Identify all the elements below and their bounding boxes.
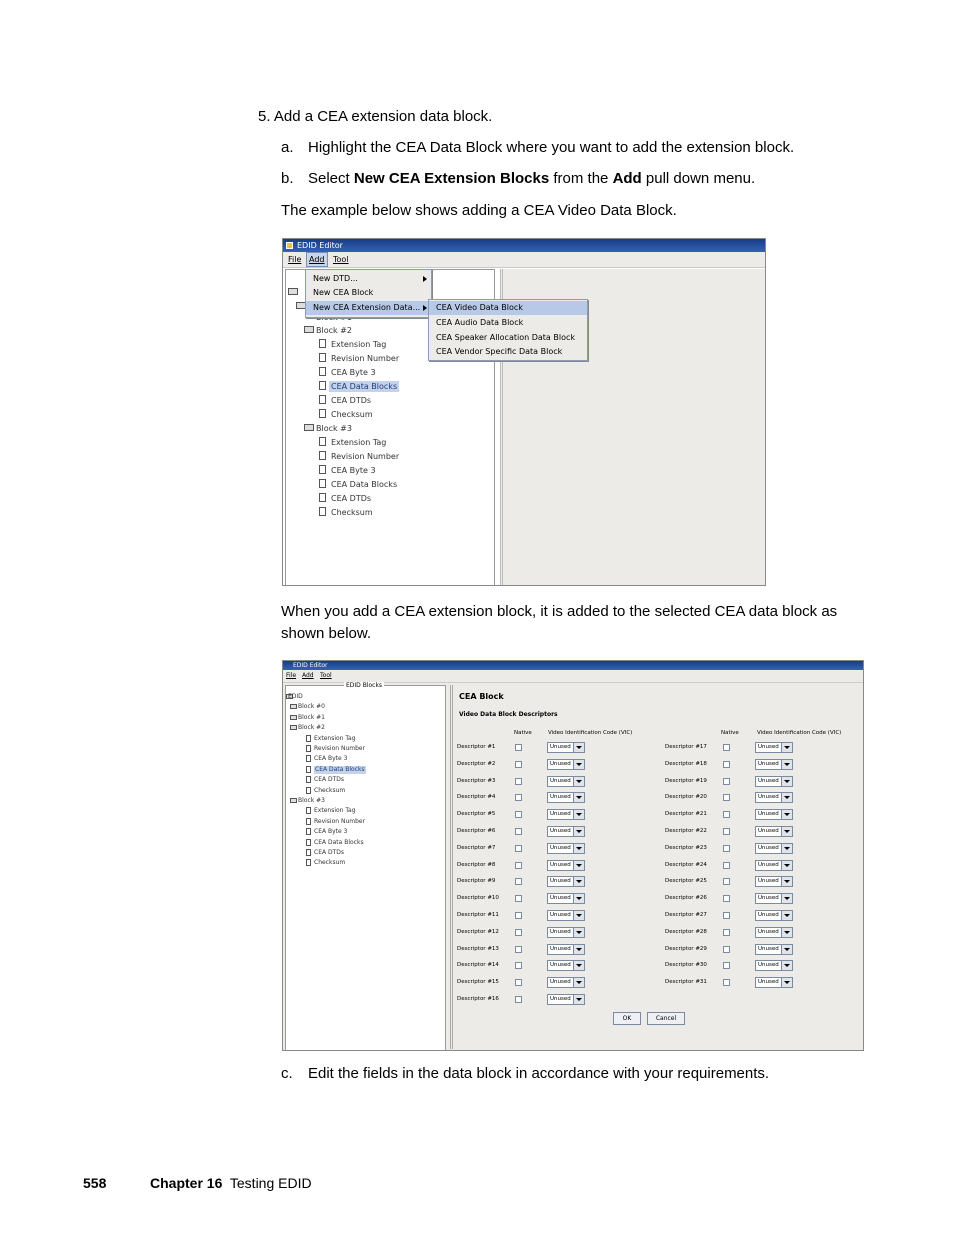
tree-item[interactable]: Extension Tag xyxy=(331,438,387,447)
cancel-button[interactable]: Cancel xyxy=(647,1012,685,1025)
native-checkbox[interactable] xyxy=(515,946,522,953)
vic-select[interactable] xyxy=(547,927,585,938)
native-checkbox[interactable] xyxy=(515,878,522,885)
chevron-down-icon[interactable] xyxy=(573,945,584,954)
vic-select[interactable] xyxy=(755,792,793,803)
native-checkbox[interactable] xyxy=(515,811,522,818)
menu-item-new-cea-block[interactable] xyxy=(306,286,431,300)
native-checkbox[interactable] xyxy=(723,912,730,919)
vic-select-value: Unused xyxy=(758,895,779,902)
chevron-down-icon[interactable] xyxy=(781,877,792,886)
tree-item[interactable]: Revision Number xyxy=(314,745,366,752)
descriptor-label: Descriptor #6 xyxy=(457,828,496,834)
tree-item[interactable]: Checksum xyxy=(314,786,346,794)
chevron-down-icon[interactable] xyxy=(781,911,792,920)
vic-select[interactable] xyxy=(547,994,585,1005)
file-icon xyxy=(306,807,311,814)
page-number: 558 xyxy=(83,1175,107,1191)
descriptor-label: Descriptor #1 xyxy=(457,744,496,750)
menu-add[interactable]: Add xyxy=(302,672,314,679)
native-checkbox[interactable] xyxy=(723,878,730,885)
descriptor-label: Descriptor #14 xyxy=(457,962,499,969)
file-icon xyxy=(319,479,326,488)
vic-select-value: Unused xyxy=(550,794,571,801)
vic-select-value: Unused xyxy=(758,777,779,784)
descriptor-label: Descriptor #22 xyxy=(665,828,707,834)
descriptor-label: Descriptor #8 xyxy=(457,861,496,868)
chevron-down-icon[interactable] xyxy=(781,777,792,786)
screenshot-add-menu xyxy=(282,238,766,586)
submenu-item-speaker[interactable]: CEA Speaker Allocation Data Block xyxy=(436,333,575,342)
tree-item[interactable]: CEA DTDs xyxy=(331,494,372,503)
step-c-text: Edit the fields in the data block in accordance with your requirements. xyxy=(308,1065,770,1082)
window-title: EDID Editor xyxy=(293,662,328,669)
native-checkbox[interactable] xyxy=(723,761,730,768)
step-b-bold-add: Add xyxy=(612,170,642,187)
vic-select-value: Unused xyxy=(550,811,571,818)
vic-select[interactable] xyxy=(547,893,585,904)
vic-select-value: Unused xyxy=(550,912,571,918)
folder-icon xyxy=(304,326,314,333)
chevron-down-icon[interactable] xyxy=(573,760,584,769)
col-vic-right: Video Identification Code (VIC) xyxy=(757,730,842,736)
folder-icon xyxy=(290,798,297,803)
step-c-marker: c. xyxy=(281,1065,293,1082)
vic-select[interactable] xyxy=(547,792,585,803)
chevron-down-icon[interactable] xyxy=(781,793,792,802)
tree-item[interactable]: CEA Data Blocks xyxy=(314,838,364,846)
descriptor-label: Descriptor #11 xyxy=(457,912,499,918)
vic-select-value: Unused xyxy=(550,844,571,851)
native-checkbox[interactable] xyxy=(723,828,730,835)
file-icon xyxy=(319,339,326,348)
folder-icon xyxy=(290,725,297,730)
menu-file[interactable]: File xyxy=(288,255,302,264)
vic-select[interactable] xyxy=(755,893,793,904)
native-checkbox[interactable] xyxy=(515,744,522,751)
chevron-down-icon[interactable] xyxy=(781,844,792,853)
native-checkbox[interactable] xyxy=(515,761,522,768)
step-b-text xyxy=(308,170,755,188)
vic-select[interactable] xyxy=(547,759,585,770)
tree-item[interactable]: CEA DTDs xyxy=(314,849,345,856)
native-checkbox[interactable] xyxy=(723,962,730,969)
file-icon xyxy=(306,818,311,825)
tree-block-2[interactable]: Block #2 xyxy=(316,326,352,335)
file-icon xyxy=(306,776,311,783)
tree-item[interactable]: CEA Byte 3 xyxy=(314,755,348,763)
step-a-text: Highlight the CEA Data Block where you want to add the extension block. xyxy=(308,139,795,156)
file-icon xyxy=(319,409,326,418)
descriptor-label: Descriptor #30 xyxy=(665,962,707,969)
file-icon xyxy=(319,395,326,404)
file-icon xyxy=(306,745,311,752)
tree-item[interactable]: CEA DTDs xyxy=(314,776,345,784)
native-checkbox[interactable] xyxy=(723,895,730,902)
native-checkbox[interactable] xyxy=(515,862,522,869)
vic-select-value: Unused xyxy=(550,962,571,969)
chevron-down-icon[interactable] xyxy=(573,877,584,886)
tree-item[interactable]: CEA Byte 3 xyxy=(331,368,376,377)
vic-select[interactable] xyxy=(547,860,585,871)
vic-select-value: Unused xyxy=(550,777,571,784)
tree-item[interactable]: Extension Tag xyxy=(314,734,356,742)
chevron-down-icon[interactable] xyxy=(781,961,792,970)
vic-select-value: Unused xyxy=(758,861,779,868)
vic-select-value: Unused xyxy=(550,878,571,885)
menu-item-new-cea-extension[interactable] xyxy=(306,301,431,315)
tree-item[interactable]: CEA Byte 3 xyxy=(314,828,348,836)
vic-select[interactable] xyxy=(547,742,585,753)
file-icon xyxy=(319,367,326,376)
chevron-down-icon[interactable] xyxy=(781,928,792,937)
menu-item-label: New CEA Block xyxy=(313,288,374,297)
vic-select[interactable] xyxy=(755,776,793,787)
native-checkbox[interactable] xyxy=(723,744,730,751)
native-checkbox[interactable] xyxy=(515,912,522,919)
descriptor-label: Descriptor #28 xyxy=(665,928,707,935)
vic-select-value: Unused xyxy=(758,844,779,851)
tree-item[interactable]: CEA Byte 3 xyxy=(331,466,376,475)
menu-item-label: New DTD... xyxy=(313,274,358,283)
chevron-down-icon[interactable] xyxy=(573,827,584,836)
folder-icon xyxy=(290,704,297,709)
tree-item-selected[interactable]: CEA Data Blocks xyxy=(331,382,398,391)
vic-select-value: Unused xyxy=(550,861,571,868)
chevron-down-icon[interactable] xyxy=(781,894,792,903)
tree-item[interactable]: Block #3 xyxy=(298,797,325,804)
native-checkbox[interactable] xyxy=(723,794,730,801)
menu-item-label: New CEA Extension Data... xyxy=(313,303,421,312)
native-checkbox[interactable] xyxy=(515,845,522,852)
tree-item-selected[interactable]: CEA Data Blocks xyxy=(315,765,365,773)
tree-item[interactable]: Block #0 xyxy=(298,703,325,711)
chevron-down-icon[interactable] xyxy=(573,978,584,987)
vic-select-value: Unused xyxy=(758,760,779,767)
chevron-down-icon[interactable] xyxy=(781,810,792,819)
file-icon xyxy=(319,451,326,460)
step-b-marker: b. xyxy=(281,170,294,187)
submenu-item-video[interactable]: CEA Video Data Block xyxy=(429,301,587,315)
window-title: EDID Editor xyxy=(297,241,343,250)
tree-item[interactable]: Extension Tag xyxy=(331,340,387,349)
step-b-post: pull down menu. xyxy=(641,170,756,187)
native-checkbox[interactable] xyxy=(515,895,522,902)
chevron-down-icon[interactable] xyxy=(781,760,792,769)
native-checkbox[interactable] xyxy=(515,794,522,801)
vic-select-value: Unused xyxy=(758,794,779,801)
submenu-item-vendor[interactable]: CEA Vendor Specific Data Block xyxy=(436,347,563,356)
descriptor-label: Descriptor #18 xyxy=(665,760,707,767)
col-native-left: Native xyxy=(514,730,532,736)
chevron-down-icon[interactable] xyxy=(573,911,584,920)
menu-bar xyxy=(283,252,765,268)
chevron-down-icon[interactable] xyxy=(573,844,584,853)
vic-select-value: Unused xyxy=(550,895,571,902)
tree-item[interactable]: CEA Data Blocks xyxy=(331,480,398,489)
menu-file[interactable]: File xyxy=(286,672,297,679)
add-menu xyxy=(305,269,432,318)
native-checkbox[interactable] xyxy=(723,979,730,986)
descriptor-label: Descriptor #25 xyxy=(665,878,707,885)
chevron-down-icon[interactable] xyxy=(573,777,584,786)
chapter-label: Chapter 16 xyxy=(150,1175,223,1191)
native-checkbox[interactable] xyxy=(515,979,522,986)
native-checkbox[interactable] xyxy=(723,946,730,953)
descriptor-label: Descriptor #19 xyxy=(665,777,707,784)
descriptor-label: Descriptor #5 xyxy=(457,811,496,818)
file-icon xyxy=(319,507,326,516)
native-checkbox[interactable] xyxy=(723,929,730,936)
file-icon xyxy=(306,849,311,856)
descriptor-label: Descriptor #24 xyxy=(665,861,707,868)
descriptor-label: Descriptor #31 xyxy=(665,979,707,986)
native-checkbox[interactable] xyxy=(515,996,522,1003)
native-checkbox[interactable] xyxy=(723,845,730,852)
native-checkbox[interactable] xyxy=(723,778,730,785)
descriptor-label: Descriptor #9 xyxy=(457,878,496,885)
cea-extension-submenu xyxy=(428,299,588,361)
folder-icon xyxy=(290,715,297,720)
tree-item[interactable]: Block #2 xyxy=(298,724,325,732)
tree-block-3[interactable]: Block #3 xyxy=(316,424,352,433)
file-icon xyxy=(306,755,311,762)
step-a-marker: a. xyxy=(281,139,294,156)
file-icon xyxy=(319,437,326,446)
vic-select[interactable] xyxy=(547,809,585,820)
descriptor-label: Descriptor #17 xyxy=(665,744,707,750)
descriptor-label: Descriptor #10 xyxy=(457,895,499,902)
file-icon xyxy=(319,381,326,390)
step-b-bold-menu: New CEA Extension Blocks xyxy=(353,170,550,187)
submenu-arrow-icon xyxy=(423,276,427,282)
vic-select[interactable] xyxy=(755,960,793,971)
vic-select[interactable] xyxy=(547,977,585,988)
vic-select[interactable] xyxy=(755,826,793,837)
vic-select-value: Unused xyxy=(550,979,571,986)
file-icon xyxy=(319,465,326,474)
chevron-down-icon[interactable] xyxy=(573,961,584,970)
folder-icon xyxy=(304,424,314,431)
descriptor-label: Descriptor #27 xyxy=(665,912,707,918)
vic-select-value: Unused xyxy=(758,962,779,969)
vic-select[interactable] xyxy=(755,742,793,753)
vic-select[interactable] xyxy=(755,843,793,854)
vic-select-value: Unused xyxy=(550,945,571,952)
chevron-down-icon[interactable] xyxy=(573,928,584,937)
screenshot-cea-block-editor xyxy=(282,660,864,1051)
vic-select[interactable] xyxy=(755,910,793,921)
descriptor-label: Descriptor #16 xyxy=(457,996,499,1002)
descriptor-label: Descriptor #21 xyxy=(665,811,707,818)
chevron-down-icon[interactable] xyxy=(781,827,792,836)
native-checkbox[interactable] xyxy=(515,962,522,969)
descriptor-label: Descriptor #15 xyxy=(457,979,499,986)
native-checkbox[interactable] xyxy=(723,862,730,869)
vic-select-value: Unused xyxy=(758,828,779,834)
vic-select[interactable] xyxy=(547,876,585,887)
native-checkbox[interactable] xyxy=(515,778,522,785)
file-icon xyxy=(306,735,311,742)
native-checkbox[interactable] xyxy=(515,929,522,936)
vic-select-value: Unused xyxy=(550,828,571,834)
tree-item[interactable]: Checksum xyxy=(331,410,373,419)
chevron-down-icon[interactable] xyxy=(781,743,792,752)
descriptor-label: Descriptor #13 xyxy=(457,945,499,952)
descriptor-label: Descriptor #4 xyxy=(457,794,496,801)
folder-icon xyxy=(288,288,298,295)
submenu-arrow-icon xyxy=(423,305,427,311)
tree-item[interactable]: Revision Number xyxy=(314,817,366,825)
vic-select-value: Unused xyxy=(758,811,779,818)
descriptor-label: Descriptor #7 xyxy=(457,844,496,851)
window-titlebar xyxy=(283,661,863,670)
chapter-title: Testing EDID xyxy=(229,1175,312,1191)
file-icon xyxy=(319,493,326,502)
descriptor-label: Descriptor #20 xyxy=(665,794,707,801)
vic-select[interactable] xyxy=(547,826,585,837)
chevron-down-icon[interactable] xyxy=(781,978,792,987)
file-icon xyxy=(306,828,311,835)
native-checkbox[interactable] xyxy=(515,828,522,835)
vic-select[interactable] xyxy=(547,910,585,921)
descriptor-label: Descriptor #12 xyxy=(457,928,499,935)
result-paragraph: When you add a CEA extension block, it is added to the selected CEA data block as shown below. xyxy=(281,603,838,642)
vic-select-value: Unused xyxy=(758,744,779,750)
vic-select-value: Unused xyxy=(550,744,571,750)
cea-block-panel xyxy=(450,685,864,1049)
tree-item[interactable]: Block #1 xyxy=(298,713,325,721)
chevron-down-icon[interactable] xyxy=(573,894,584,903)
vic-select-value: Unused xyxy=(550,760,571,767)
tree-pane xyxy=(285,682,446,1051)
vic-select-value: Unused xyxy=(758,979,779,986)
chevron-down-icon[interactable] xyxy=(781,861,792,870)
vic-select-value: Unused xyxy=(550,928,571,935)
panel-heading: CEA Block xyxy=(459,692,504,701)
vic-select[interactable] xyxy=(755,944,793,955)
descriptor-label: Descriptor #26 xyxy=(665,895,707,902)
chevron-down-icon[interactable] xyxy=(573,861,584,870)
tree-item[interactable]: Revision Number xyxy=(331,354,400,363)
running-footer xyxy=(150,1174,312,1192)
chevron-down-icon[interactable] xyxy=(573,743,584,752)
vic-select[interactable] xyxy=(547,843,585,854)
menu-item-new-dtd[interactable] xyxy=(306,272,431,286)
menu-add[interactable]: Add xyxy=(306,252,328,267)
vic-select-value: Unused xyxy=(758,928,779,935)
chevron-down-icon[interactable] xyxy=(781,945,792,954)
edid-blocks-label: EDID Blocks xyxy=(346,682,383,689)
vic-select[interactable] xyxy=(755,809,793,820)
vic-select[interactable] xyxy=(547,960,585,971)
vic-select-value: Unused xyxy=(550,996,571,1002)
window-titlebar xyxy=(283,239,765,252)
vic-select-value: Unused xyxy=(758,945,779,952)
vic-select[interactable] xyxy=(547,776,585,787)
step-5-text: 5. Add a CEA extension data block. xyxy=(258,108,493,125)
vic-select-value: Unused xyxy=(758,912,779,918)
chevron-down-icon[interactable] xyxy=(573,810,584,819)
step-b-mid: from the xyxy=(549,170,613,187)
menu-tool[interactable]: Tool xyxy=(320,672,332,679)
tree-item[interactable]: Extension Tag xyxy=(314,807,356,815)
vic-select[interactable] xyxy=(755,876,793,887)
vic-select[interactable] xyxy=(755,759,793,770)
vic-select[interactable] xyxy=(755,977,793,988)
tree-item[interactable]: Checksum xyxy=(314,859,346,867)
submenu-item-audio[interactable]: CEA Audio Data Block xyxy=(436,318,524,327)
tree-item[interactable]: EDID xyxy=(288,693,303,700)
file-icon xyxy=(306,766,311,773)
file-icon xyxy=(319,353,326,362)
file-icon xyxy=(306,787,311,794)
tree-item[interactable]: Checksum xyxy=(331,508,373,517)
descriptor-label: Descriptor #3 xyxy=(457,777,496,784)
chevron-down-icon[interactable] xyxy=(573,995,584,1004)
col-native-right: Native xyxy=(721,730,739,736)
ok-button[interactable]: OK xyxy=(613,1012,641,1025)
descriptor-label: Descriptor #29 xyxy=(665,945,707,952)
vic-select[interactable] xyxy=(547,944,585,955)
descriptor-label: Descriptor #23 xyxy=(665,844,707,851)
vic-select[interactable] xyxy=(755,927,793,938)
file-icon xyxy=(306,859,311,866)
step-b-pre: Select xyxy=(308,170,354,187)
tree-item[interactable]: CEA DTDs xyxy=(331,396,372,405)
vic-select-value: Unused xyxy=(758,878,779,885)
file-icon xyxy=(306,839,311,846)
chevron-down-icon[interactable] xyxy=(573,793,584,802)
app-icon xyxy=(286,242,293,249)
vic-select[interactable] xyxy=(755,860,793,871)
col-vic-left: Video Identification Code (VIC) xyxy=(548,730,633,736)
panel-subheading: Video Data Block Descriptors xyxy=(459,711,558,718)
example-text: The example below shows adding a CEA Video Data Block. xyxy=(281,202,677,219)
menu-tool[interactable]: Tool xyxy=(333,255,349,264)
native-checkbox[interactable] xyxy=(723,811,730,818)
descriptor-label: Descriptor #2 xyxy=(457,760,496,767)
tree-item[interactable]: Revision Number xyxy=(331,452,400,461)
